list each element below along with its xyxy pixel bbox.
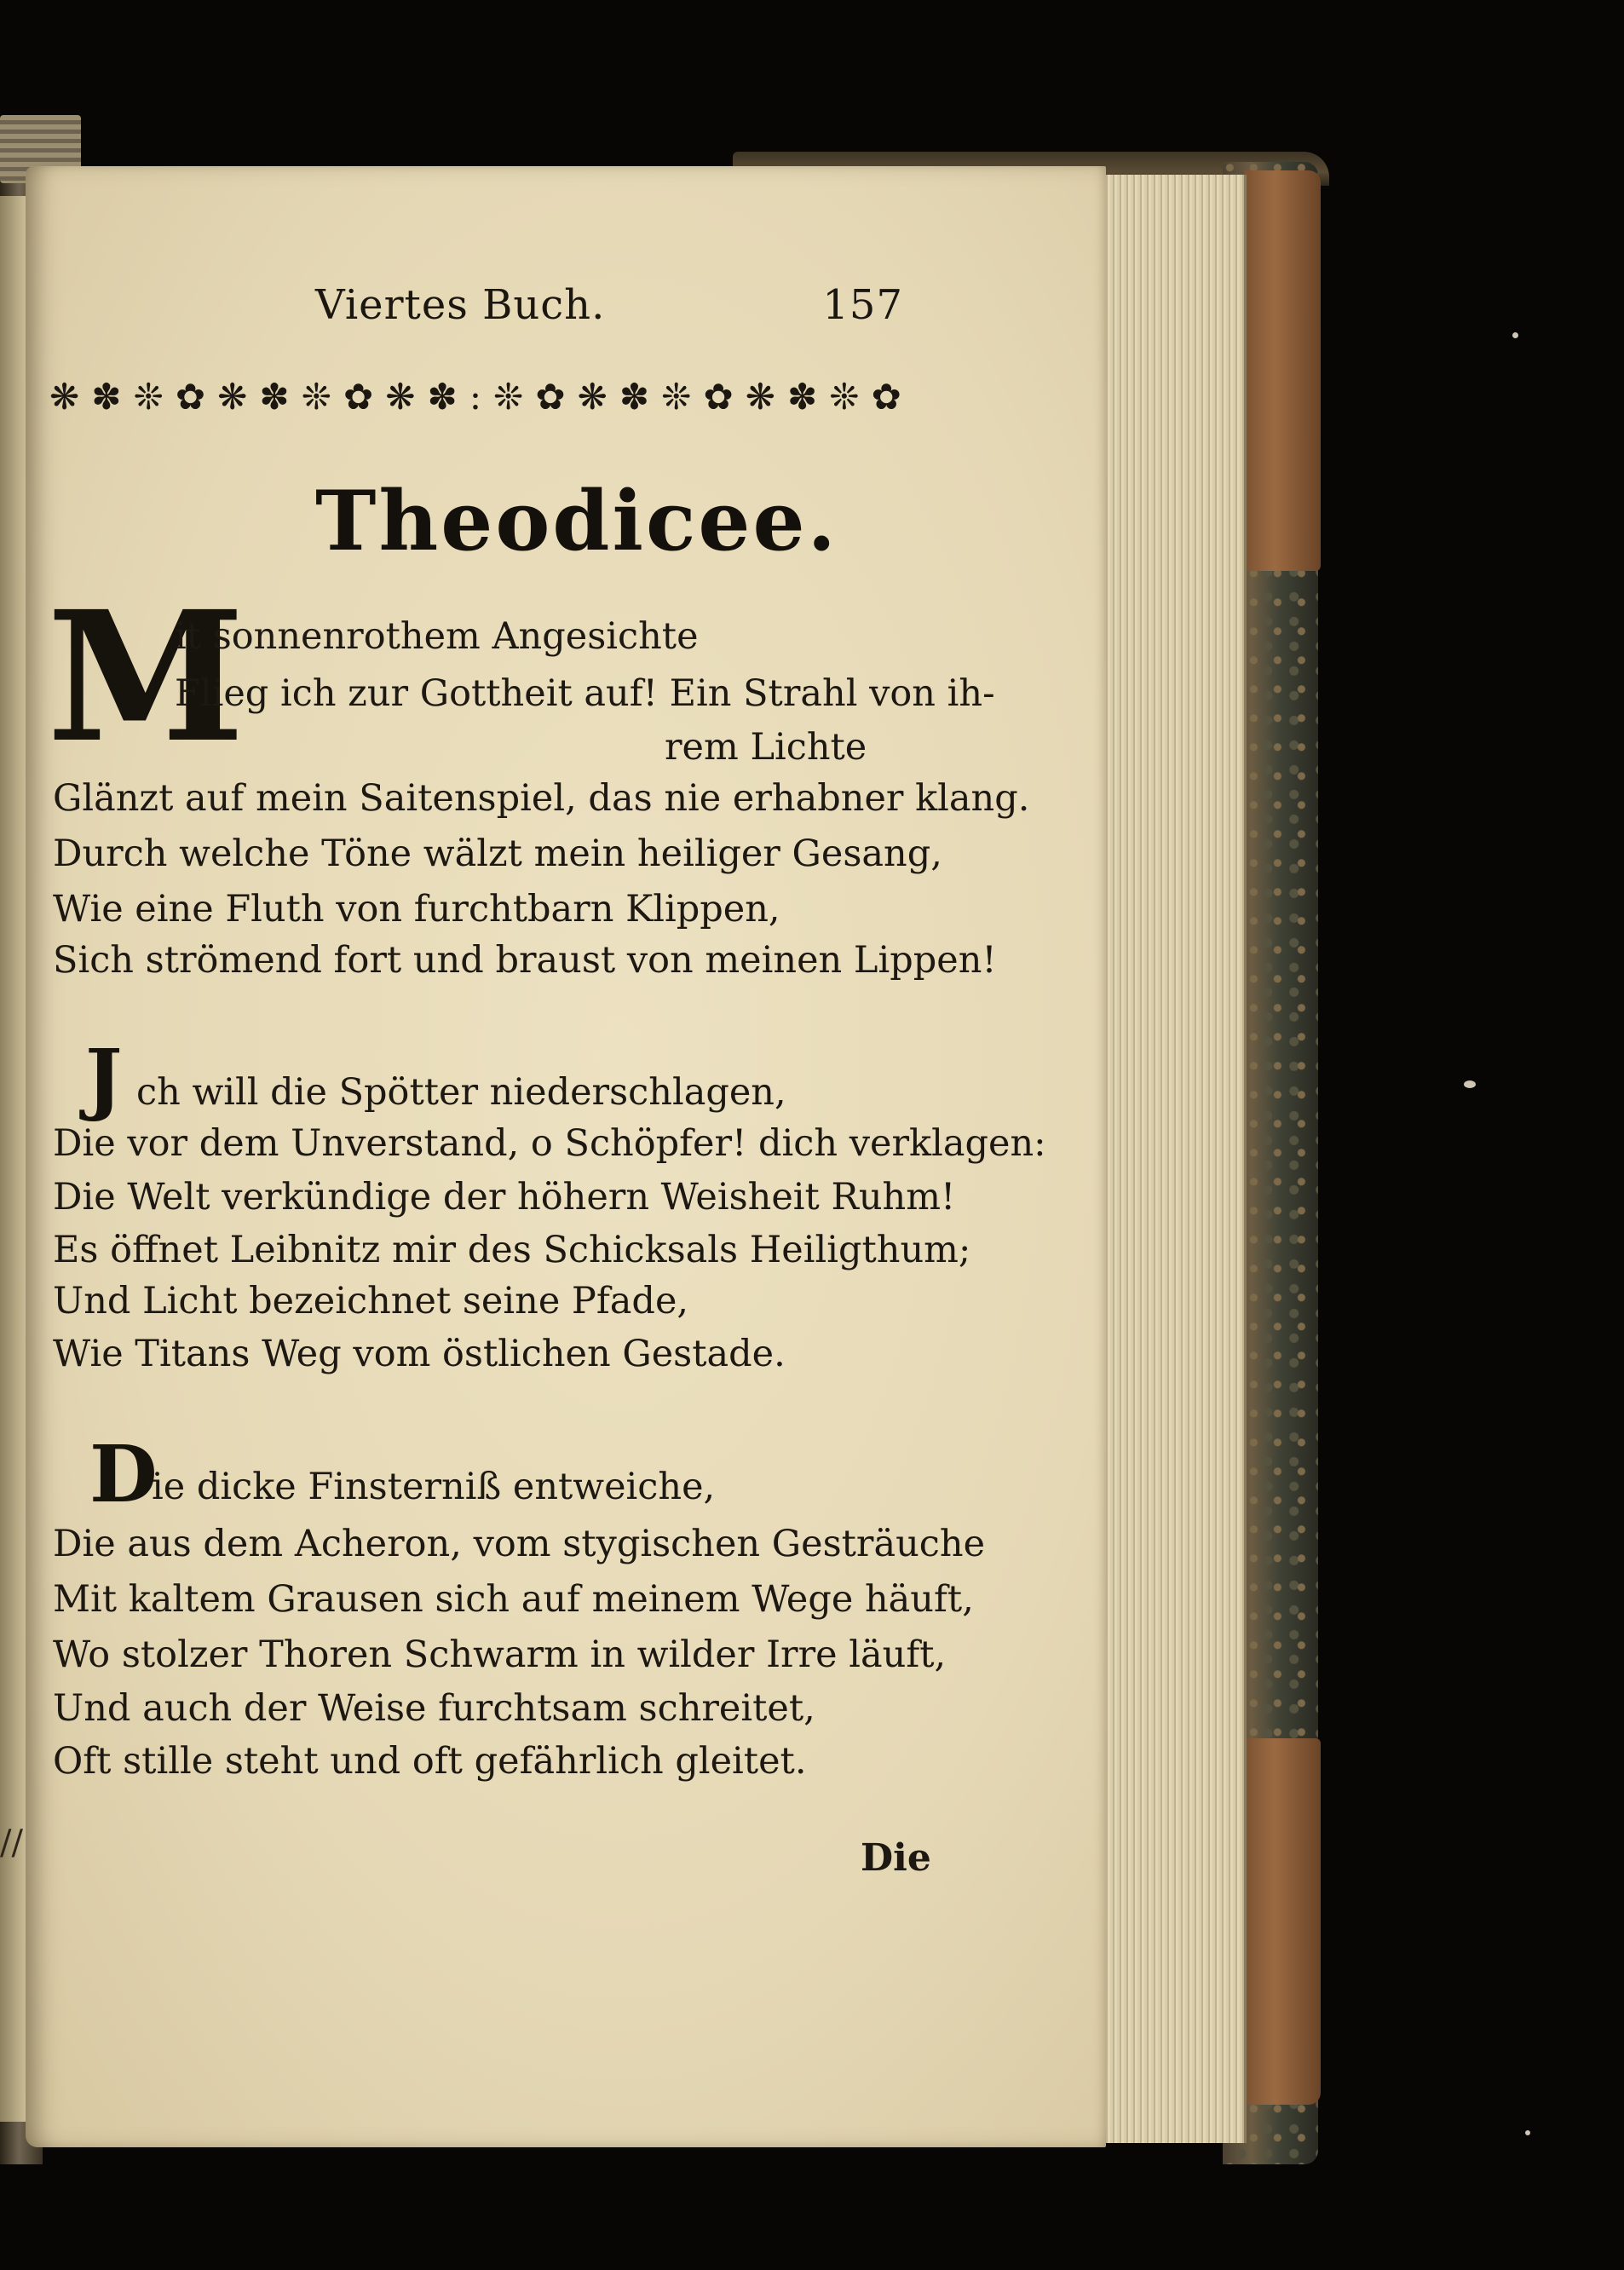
verse-line: Und Licht bezeichnet seine Pfade, xyxy=(53,1280,689,1322)
ornament-glyph: ❊ xyxy=(661,376,692,418)
verse-line: Durch welche Töne wälzt mein heiliger Gesang, xyxy=(53,833,942,875)
verse-line: Die aus dem Acheron, vom stygischen Gesträuche xyxy=(53,1523,986,1565)
ornament-glyph: : xyxy=(469,376,481,418)
drop-cap: M xyxy=(47,572,245,782)
ornament-glyph: ✿ xyxy=(703,376,734,418)
ornament-glyph: ❋ xyxy=(577,376,608,418)
poem-title: Theodicee. xyxy=(315,473,838,569)
page-number: 157 xyxy=(822,281,903,329)
ornament-glyph: ❋ xyxy=(385,376,416,418)
catchword: Die xyxy=(861,1836,931,1880)
ornament-glyph: ❊ xyxy=(493,376,524,418)
running-head: Viertes Buch. xyxy=(315,281,606,329)
ornament-glyph: ✽ xyxy=(787,376,818,418)
leather-corner-top xyxy=(1244,170,1321,571)
verse-line: Glänzt auf mein Saitenspiel, das nie erhabner klang. xyxy=(53,777,1030,820)
verse-line: Die Welt verkündige der höhern Weisheit Ruhm! xyxy=(53,1176,956,1219)
ornament-glyph: ✽ xyxy=(619,376,650,418)
verse-line: Mit kaltem Grausen sich auf meinem Wege häuft, xyxy=(53,1578,974,1621)
verse-line: ie dicke Finsterniß entweiche, xyxy=(152,1466,716,1508)
stanza-initial: J xyxy=(85,1032,123,1124)
verse-line: Die vor dem Unverstand, o Schöpfer! dich verklagen: xyxy=(53,1122,1046,1165)
ornament-glyph: ✿ xyxy=(535,376,566,418)
ornament-glyph: ❊ xyxy=(829,376,860,418)
ornament-glyph: ❋ xyxy=(49,376,80,418)
verse-line: Wie eine Fluth von furchtbarn Klippen, xyxy=(53,888,780,930)
verse-line: Flieg ich zur Gottheit auf! Ein Strahl von ih- xyxy=(175,672,995,715)
page-block-edges xyxy=(1103,175,1247,2143)
verse-line: Wie Titans Weg vom östlichen Gestade. xyxy=(53,1333,786,1375)
stanza-initial: D xyxy=(89,1428,158,1520)
verse-line: it sonnenrothem Angesichte xyxy=(175,615,699,658)
verse-line: Wo stolzer Thoren Schwarm in wilder Irre läuft, xyxy=(53,1633,947,1676)
margin-mark: // xyxy=(0,1823,23,1863)
ornament-glyph: ✽ xyxy=(259,376,290,418)
ornament-glyph: ✿ xyxy=(871,376,901,418)
ornament-glyph: ❋ xyxy=(745,376,775,418)
verse-line: rem Lichte xyxy=(665,726,867,769)
dust-speck xyxy=(1464,1080,1476,1088)
verse-line: ch will die Spötter niederschlagen, xyxy=(136,1071,786,1114)
ornament-glyph: ✿ xyxy=(175,376,206,418)
ornament-rule xyxy=(49,375,901,419)
ornament-glyph: ❊ xyxy=(301,376,331,418)
ornament-glyph: ✿ xyxy=(343,376,374,418)
ornament-glyph: ❋ xyxy=(217,376,248,418)
verse-line: Sich strömend fort und braust von meinen Lippen! xyxy=(53,939,997,982)
verse-line: Und auch der Weise furchtsam schreitet, xyxy=(53,1687,815,1730)
page-header xyxy=(315,281,912,341)
dust-speck xyxy=(1512,332,1518,338)
ornament-glyph: ❊ xyxy=(133,376,164,418)
verse-line: Oft stille steht und oft gefährlich gleitet. xyxy=(53,1740,807,1783)
verse-line: Es öffnet Leibnitz mir des Schicksals Heiligthum; xyxy=(53,1229,971,1271)
ornament-glyph: ✽ xyxy=(427,376,458,418)
dust-speck xyxy=(1525,2130,1530,2135)
leather-corner-bottom xyxy=(1244,1738,1321,2105)
ornament-glyph: ✽ xyxy=(91,376,122,418)
